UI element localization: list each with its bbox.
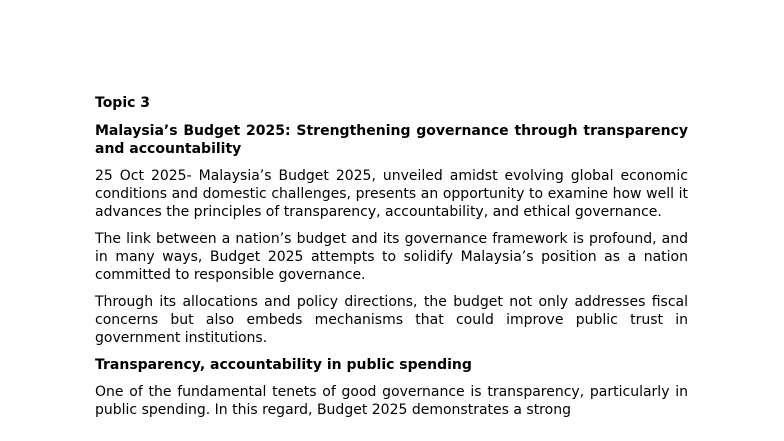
topic-label: Topic 3: [95, 95, 151, 111]
document-page: [95, 95, 688, 428]
paragraph-allocations: Through its allocations and policy directions, the budget not only addresses fiscal concerns but also embeds mechanisms that could improve public trust in government institutions.: [95, 294, 688, 346]
paragraph-intro: 25 Oct 2025- Malaysia’s Budget 2025, unveiled amidst evolving global economic conditions and domestic challenges, presents an opportunity to examine how well it advances the principles of transparency, accountability, and ethical governance.: [95, 168, 688, 220]
paragraph-budget-link: The link between a nation’s budget and its governance framework is profound, and in many ways, Budget 2025 attempts to solidify Malaysia’s position as a nation committed to responsible governance.: [95, 231, 688, 283]
section-heading: Transparency, accountability in public spending: [95, 357, 472, 373]
paragraph-transparency: One of the fundamental tenets of good governance is transparency, particularly in public spending. In this regard, Budget 2025 demonstrates a strong: [95, 384, 688, 418]
article-title: Malaysia’s Budget 2025: Strengthening governance through transparency and accountability: [95, 123, 688, 157]
